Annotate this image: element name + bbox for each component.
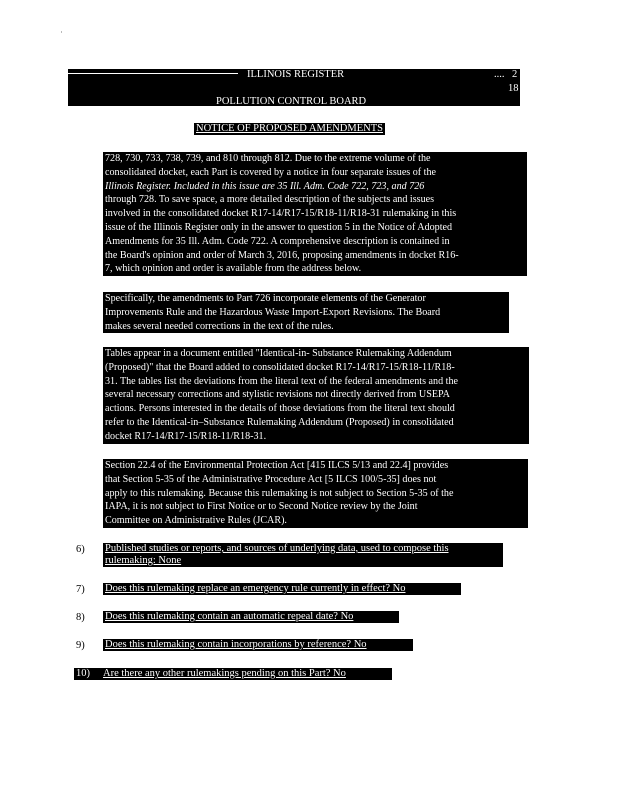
text-line: 7, which opinion and order is available from the address below.: [105, 263, 362, 275]
text-line: makes several needed corrections in the text of the rules.: [105, 320, 334, 332]
item-number: 10): [76, 668, 90, 679]
scan-speck: [61, 31, 62, 33]
text-line: IAPA, it is not subject to First Notice or to Second Notice review by the Joint: [105, 501, 418, 513]
item-6-text: [103, 543, 503, 567]
text-line: Illinois Register. Included in this issue are 35 Ill. Adm. Code 722, 723, and 726: [105, 180, 425, 192]
text-line: Specifically, the amendments to Part 726 incorporate elements of the Generator: [105, 293, 426, 304]
paragraph-2: [103, 292, 509, 333]
text-line: issue of the Illinois Register only in the answer to question 5 in the Notice of Adopted: [105, 221, 453, 233]
text-line: through 728. To save space, a more detailed description of the subjects and issues: [105, 194, 435, 206]
text-line: Published studies or reports, and sources of underlying data, used to compose this: [105, 543, 449, 554]
text-line: docket R17-14/R17-15/R18-11/R18-31.: [105, 430, 267, 442]
item-number: 8): [76, 612, 85, 623]
item-8-text: [103, 611, 399, 623]
item-10-band: [74, 668, 392, 680]
text-line: the Board's opinion and order of March 3, 2016, proposing amendments in docket R16-: [105, 249, 459, 261]
text-line: Section 22.4 of the Environmental Protection Act [415 ILCS 5/13 and 22.4] provides: [105, 460, 449, 471]
text-line: Amendments for 35 Ill. Adm. Code 722. A comprehensive description is contained in: [105, 235, 450, 247]
text-line: consolidated docket, each Part is covered by a notice in four separate issues of the: [105, 166, 437, 178]
page-fragment: 2: [512, 69, 518, 80]
header-rule: [68, 73, 238, 74]
text-line: Does this rulemaking contain an automatic repeal date? No: [105, 611, 354, 622]
item-number: 7): [76, 584, 85, 595]
item-7-text: [103, 583, 461, 595]
text-line: Tables appear in a document entitled "Identical-in- Substance Rulemaking Addendum: [105, 348, 452, 359]
text-line: 728, 730, 733, 738, 739, and 810 through 812. Due to the extreme volume of the: [105, 153, 431, 164]
text-line: 31. The tables list the deviations from the literal text of the federal amendments and the: [105, 375, 458, 387]
text-line: refer to the Identical-in–Substance Rulemaking Addendum (Proposed) in consolidated: [105, 416, 454, 428]
item-number: 6): [76, 544, 85, 555]
text-line: apply to this rulemaking. Because this rulemaking is not subject to Section 5-35 of the: [105, 487, 454, 499]
text-line: actions. Persons interested in the details of those deviations from the literal text should: [105, 403, 455, 415]
item-9-text: [103, 639, 413, 651]
register-title: ILLINOIS REGISTER: [247, 69, 345, 80]
paragraph-1: [103, 152, 527, 276]
item-number: 9): [76, 640, 85, 651]
notice-title: NOTICE OF PROPOSED AMENDMENTS: [196, 123, 383, 134]
text-line: rulemaking: None: [105, 555, 182, 566]
text-line: Are there any other rulemakings pending on this Part? No: [103, 668, 346, 679]
text-line: Does this rulemaking contain incorporations by reference? No: [105, 639, 367, 650]
text-line: involved in the consolidated docket R17-14/R17-15/R18-11/R18-31 rulemaking in this: [105, 208, 457, 220]
text-line: Committee on Administrative Rules (JCAR).: [105, 515, 287, 527]
paragraph-4: [103, 459, 528, 528]
page-dots: ....: [494, 69, 505, 80]
text-line: that Section 5-35 of the Administrative Procedure Act [5 ILCS 100/5-35] does not: [105, 473, 437, 485]
text-line: several necessary corrections and stylistic revisions not directly derived from USEPA: [105, 389, 450, 401]
board-name: POLLUTION CONTROL BOARD: [216, 96, 367, 107]
page-number: 18: [508, 83, 519, 94]
text-line: Improvements Rule and the Hazardous Waste Import-Export Revisions. The Board: [105, 306, 441, 318]
text-line: (Proposed)" that the Board added to consolidated docket R17-14/R17-15/R18-11/R18-: [105, 361, 455, 373]
text-line: Does this rulemaking replace an emergency rule currently in effect? No: [105, 583, 406, 594]
paragraph-3: [103, 347, 529, 444]
